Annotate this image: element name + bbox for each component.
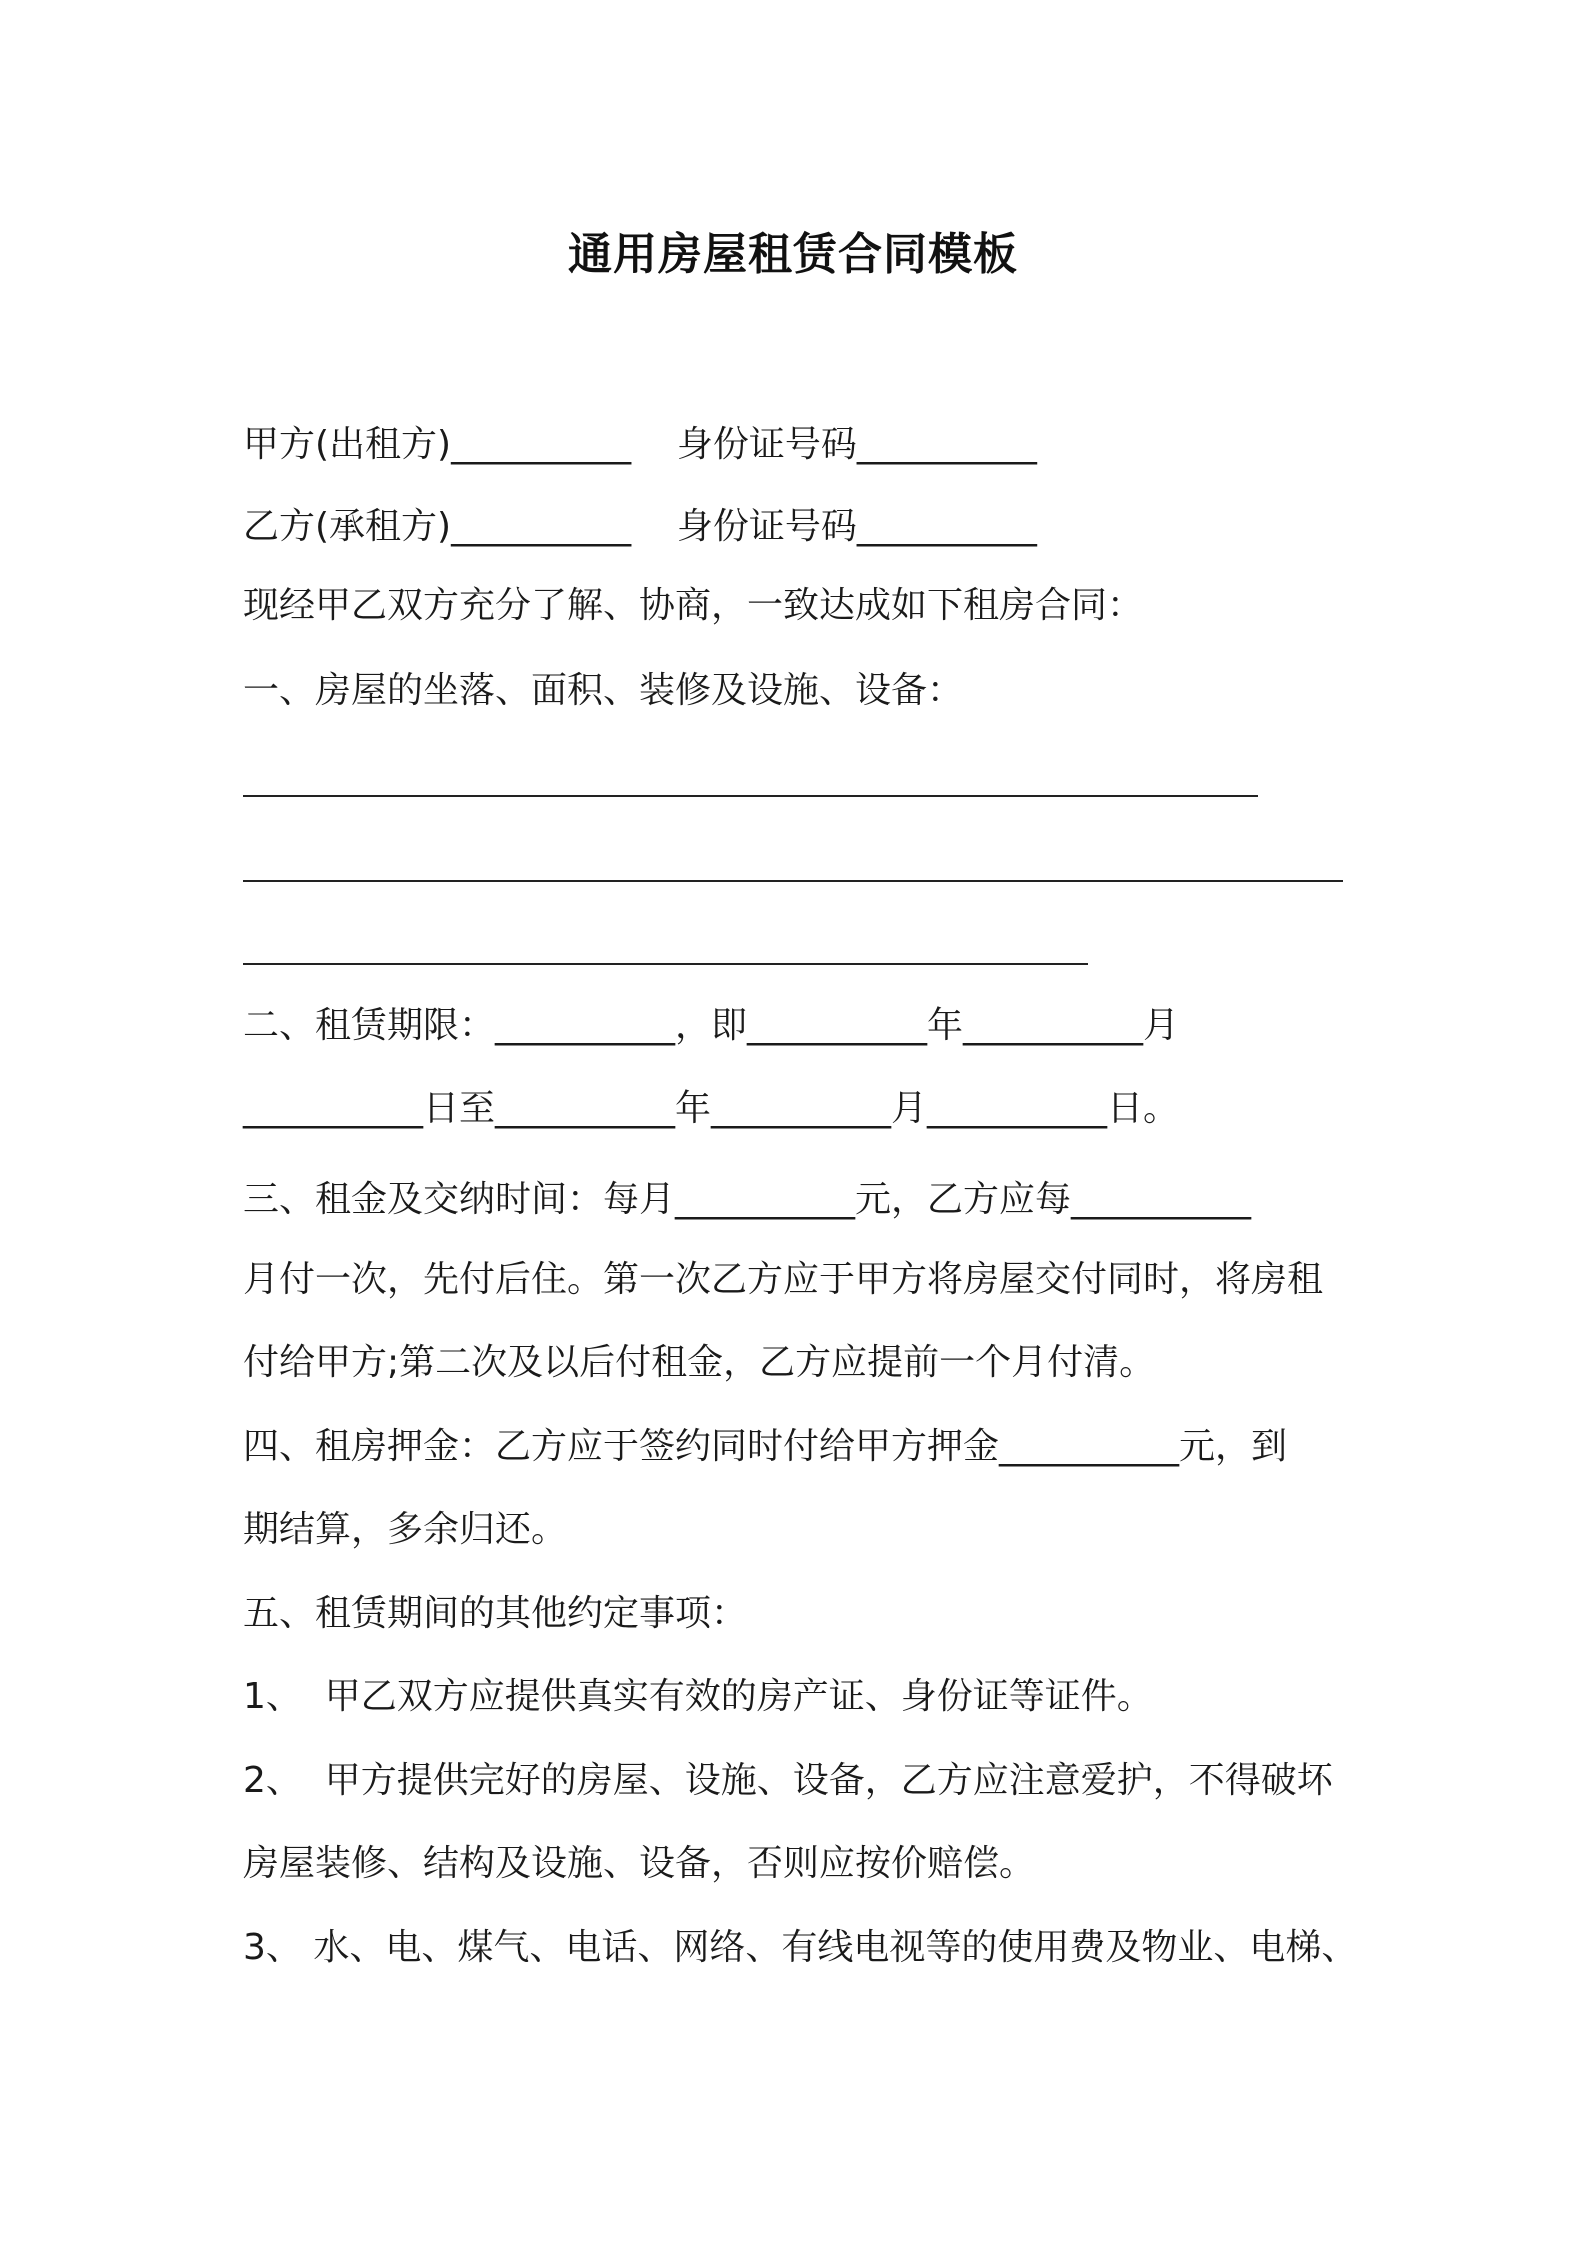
clause-4-line-2: 期结算，多余归还。: [243, 1509, 568, 1550]
clause-5-item-3-line-1: 3、 水、电、煤气、电话、网络、有线电视等的使用费及物业、电梯、: [243, 1927, 1358, 1968]
blank-fill-line-2: [243, 880, 1343, 882]
clause-3-line-3: 付给甲方;第二次及以后付租金，乙方应提前一个月付清。: [243, 1342, 1156, 1383]
party-a-line: 甲方(出租方)__________ 身份证号码__________: [243, 424, 1037, 465]
document-title: 通用房屋租赁合同模板: [568, 229, 1018, 280]
blank-fill-line-3: [243, 963, 1088, 965]
preamble-line: 现经甲乙双方充分了解、协商，一致达成如下租房合同：: [243, 585, 1144, 626]
clause-3-line-1: 三、租金及交纳时间：每月__________元，乙方应每__________: [243, 1179, 1252, 1220]
clause-2-line-1: 二、租赁期限：__________，即__________年__________月: [243, 1005, 1180, 1046]
clause-5-item-2-line-2: 房屋装修、结构及设施、设备，否则应按价赔偿。: [243, 1843, 1036, 1884]
blank-fill-line-1: [243, 795, 1258, 797]
clause-1-heading: 一、房屋的坐落、面积、装修及设施、设备：: [243, 670, 964, 711]
clause-5-heading: 五、租赁期间的其他约定事项：: [243, 1593, 748, 1634]
clause-4-line-1: 四、租房押金：乙方应于签约同时付给甲方押金__________元，到: [243, 1426, 1288, 1467]
party-b-line: 乙方(承租方)__________ 身份证号码__________: [243, 506, 1037, 547]
clause-5-item-1: 1、 甲乙双方应提供真实有效的房产证、身份证等证件。: [243, 1676, 1153, 1717]
clause-2-line-2: __________日至__________年__________月__________日。: [243, 1088, 1179, 1129]
clause-5-item-2-line-1: 2、 甲方提供完好的房屋、设施、设备，乙方应注意爱护，不得破坏: [243, 1760, 1333, 1801]
clause-3-line-2: 月付一次，先付后住。第一次乙方应于甲方将房屋交付同时，将房租: [243, 1259, 1324, 1300]
